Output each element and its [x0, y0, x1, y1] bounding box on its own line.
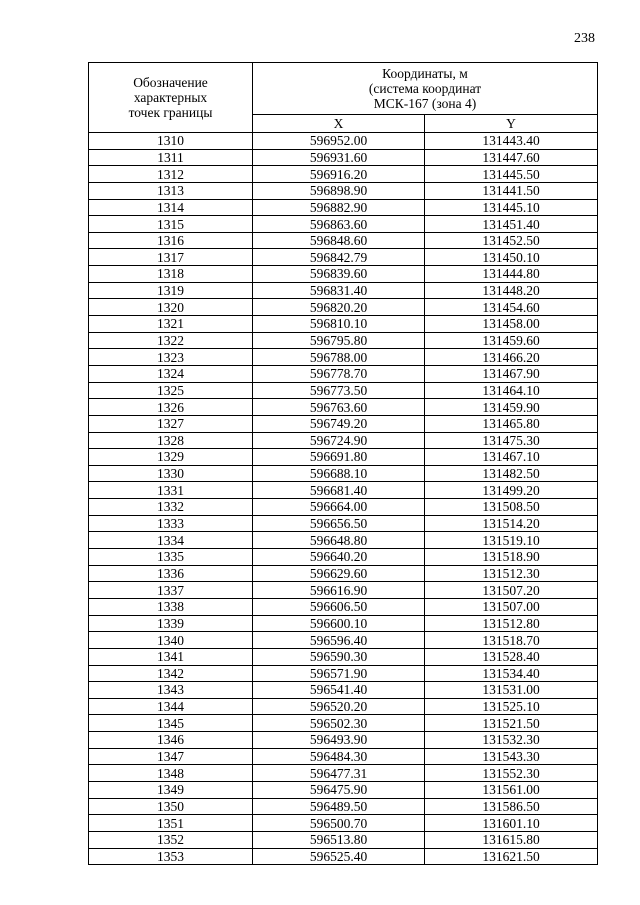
y-column-header: Y [425, 115, 598, 133]
x-coordinate-cell: 596664.00 [253, 499, 425, 516]
y-coordinate-cell: 131458.00 [425, 316, 598, 333]
table-row [89, 316, 598, 333]
point-id-cell: 1350 [89, 798, 253, 815]
table-row [89, 432, 598, 449]
y-coordinate-cell: 131441.50 [425, 182, 598, 199]
x-coordinate-cell: 596778.70 [253, 365, 425, 382]
y-coordinate-cell: 131447.60 [425, 149, 598, 166]
x-coordinate-cell: 596616.90 [253, 582, 425, 599]
point-id-cell: 1311 [89, 149, 253, 166]
x-coordinate-cell: 596839.60 [253, 266, 425, 283]
table-row [89, 149, 598, 166]
point-id-cell: 1337 [89, 582, 253, 599]
x-coordinate-cell: 596810.10 [253, 316, 425, 333]
table-row [89, 831, 598, 848]
table-row [89, 382, 598, 399]
y-coordinate-cell: 131459.60 [425, 332, 598, 349]
point-id-cell: 1344 [89, 698, 253, 715]
table-row [89, 848, 598, 865]
table-header [89, 63, 598, 133]
table-row [89, 482, 598, 499]
table-row [89, 665, 598, 682]
point-id-cell: 1346 [89, 732, 253, 749]
table-row [89, 182, 598, 199]
y-coordinate-cell: 131512.30 [425, 565, 598, 582]
x-coordinate-cell: 596916.20 [253, 166, 425, 183]
y-coordinate-cell: 131528.40 [425, 648, 598, 665]
x-coordinate-cell: 596596.40 [253, 632, 425, 649]
y-coordinate-cell: 131475.30 [425, 432, 598, 449]
y-coordinate-cell: 131444.80 [425, 266, 598, 283]
x-coordinate-cell: 596600.10 [253, 615, 425, 632]
point-id-cell: 1312 [89, 166, 253, 183]
x-coordinate-cell: 596788.00 [253, 349, 425, 366]
y-coordinate-cell: 131499.20 [425, 482, 598, 499]
point-id-cell: 1318 [89, 266, 253, 283]
table-row [89, 565, 598, 582]
point-id-cell: 1353 [89, 848, 253, 865]
y-coordinate-cell: 131445.50 [425, 166, 598, 183]
x-coordinate-cell: 596590.30 [253, 648, 425, 665]
table-row [89, 266, 598, 283]
table-row [89, 365, 598, 382]
x-coordinate-cell: 596656.50 [253, 515, 425, 532]
y-coordinate-cell: 131451.40 [425, 216, 598, 233]
y-coordinate-cell: 131508.50 [425, 499, 598, 516]
x-coordinate-cell: 596688.10 [253, 465, 425, 482]
point-id-cell: 1319 [89, 282, 253, 299]
x-coordinate-cell: 596820.20 [253, 299, 425, 316]
y-coordinate-cell: 131452.50 [425, 232, 598, 249]
table-row [89, 598, 598, 615]
point-id-cell: 1348 [89, 765, 253, 782]
y-coordinate-cell: 131519.10 [425, 532, 598, 549]
point-id-cell: 1351 [89, 815, 253, 832]
point-id-cell: 1314 [89, 199, 253, 216]
y-coordinate-cell: 131443.40 [425, 133, 598, 150]
point-id-cell: 1330 [89, 465, 253, 482]
point-id-cell: 1332 [89, 499, 253, 516]
y-coordinate-cell: 131482.50 [425, 465, 598, 482]
x-coordinate-cell: 596640.20 [253, 549, 425, 566]
x-coordinate-cell: 596500.70 [253, 815, 425, 832]
y-coordinate-cell: 131586.50 [425, 798, 598, 815]
table-row [89, 166, 598, 183]
y-coordinate-cell: 131531.00 [425, 682, 598, 699]
page-number: 238 [574, 31, 595, 46]
y-coordinate-cell: 131521.50 [425, 715, 598, 732]
y-coordinate-cell: 131621.50 [425, 848, 598, 865]
table-row [89, 349, 598, 366]
table-row [89, 499, 598, 516]
x-coordinate-cell: 596606.50 [253, 598, 425, 615]
table-row [89, 199, 598, 216]
y-coordinate-cell: 131552.30 [425, 765, 598, 782]
point-id-cell: 1335 [89, 549, 253, 566]
table-row [89, 449, 598, 466]
x-coordinate-cell: 596489.50 [253, 798, 425, 815]
point-id-cell: 1317 [89, 249, 253, 266]
y-coordinate-cell: 131445.10 [425, 199, 598, 216]
y-coordinate-cell: 131464.10 [425, 382, 598, 399]
point-id-cell: 1341 [89, 648, 253, 665]
y-coordinate-cell: 131454.60 [425, 299, 598, 316]
table-row [89, 465, 598, 482]
y-coordinate-cell: 131465.80 [425, 415, 598, 432]
table-row [89, 133, 598, 150]
y-coordinate-cell: 131467.10 [425, 449, 598, 466]
y-coordinate-cell: 131525.10 [425, 698, 598, 715]
point-id-cell: 1327 [89, 415, 253, 432]
point-id-cell: 1326 [89, 399, 253, 416]
x-coordinate-cell: 596882.90 [253, 199, 425, 216]
table-row [89, 415, 598, 432]
x-coordinate-cell: 596848.60 [253, 232, 425, 249]
point-id-cell: 1328 [89, 432, 253, 449]
table-row [89, 732, 598, 749]
point-id-cell: 1316 [89, 232, 253, 249]
x-coordinate-cell: 596763.60 [253, 399, 425, 416]
table-row [89, 299, 598, 316]
point-designation-header: Обозначение характерных точек границы [89, 63, 253, 133]
table-row [89, 682, 598, 699]
x-coordinate-cell: 596831.40 [253, 282, 425, 299]
boundary-coordinates-table [88, 62, 598, 865]
y-coordinate-cell: 131512.80 [425, 615, 598, 632]
point-id-cell: 1343 [89, 682, 253, 699]
x-coordinate-cell: 596525.40 [253, 848, 425, 865]
point-id-cell: 1336 [89, 565, 253, 582]
y-coordinate-cell: 131459.90 [425, 399, 598, 416]
table-row [89, 549, 598, 566]
x-coordinate-cell: 596477.31 [253, 765, 425, 782]
table-row [89, 715, 598, 732]
x-coordinate-cell: 596952.00 [253, 133, 425, 150]
y-coordinate-cell: 131507.00 [425, 598, 598, 615]
x-coordinate-cell: 596724.90 [253, 432, 425, 449]
x-column-header: X [253, 115, 425, 133]
point-id-cell: 1334 [89, 532, 253, 549]
x-coordinate-cell: 596520.20 [253, 698, 425, 715]
point-id-cell: 1310 [89, 133, 253, 150]
coordinates-header: Координаты, м (система координат МСК-167 (зона 4) [253, 63, 598, 115]
point-id-cell: 1320 [89, 299, 253, 316]
table-row [89, 781, 598, 798]
point-id-cell: 1325 [89, 382, 253, 399]
y-coordinate-cell: 131466.20 [425, 349, 598, 366]
x-coordinate-cell: 596795.80 [253, 332, 425, 349]
table-row [89, 332, 598, 349]
point-id-cell: 1322 [89, 332, 253, 349]
table-row [89, 532, 598, 549]
x-coordinate-cell: 596513.80 [253, 831, 425, 848]
x-coordinate-cell: 596629.60 [253, 565, 425, 582]
y-coordinate-cell: 131518.70 [425, 632, 598, 649]
x-coordinate-cell: 596571.90 [253, 665, 425, 682]
table-row [89, 282, 598, 299]
table-row [89, 632, 598, 649]
y-coordinate-cell: 131532.30 [425, 732, 598, 749]
point-id-cell: 1339 [89, 615, 253, 632]
y-coordinate-cell: 131561.00 [425, 781, 598, 798]
table-row [89, 582, 598, 599]
point-id-cell: 1349 [89, 781, 253, 798]
point-id-cell: 1323 [89, 349, 253, 366]
table-row [89, 399, 598, 416]
y-coordinate-cell: 131514.20 [425, 515, 598, 532]
y-coordinate-cell: 131615.80 [425, 831, 598, 848]
point-id-cell: 1333 [89, 515, 253, 532]
point-id-cell: 1342 [89, 665, 253, 682]
y-coordinate-cell: 131507.20 [425, 582, 598, 599]
x-coordinate-cell: 596484.30 [253, 748, 425, 765]
table-row [89, 515, 598, 532]
y-coordinate-cell: 131448.20 [425, 282, 598, 299]
x-coordinate-cell: 596898.90 [253, 182, 425, 199]
x-coordinate-cell: 596863.60 [253, 216, 425, 233]
y-coordinate-cell: 131450.10 [425, 249, 598, 266]
table-row [89, 615, 598, 632]
point-id-cell: 1329 [89, 449, 253, 466]
table-row [89, 648, 598, 665]
point-id-cell: 1324 [89, 365, 253, 382]
x-coordinate-cell: 596541.40 [253, 682, 425, 699]
point-id-cell: 1331 [89, 482, 253, 499]
point-id-cell: 1321 [89, 316, 253, 333]
table-row [89, 798, 598, 815]
x-coordinate-cell: 596749.20 [253, 415, 425, 432]
x-coordinate-cell: 596493.90 [253, 732, 425, 749]
point-id-cell: 1345 [89, 715, 253, 732]
x-coordinate-cell: 596842.79 [253, 249, 425, 266]
x-coordinate-cell: 596691.80 [253, 449, 425, 466]
y-coordinate-cell: 131467.90 [425, 365, 598, 382]
table-row [89, 748, 598, 765]
table-row [89, 232, 598, 249]
x-coordinate-cell: 596931.60 [253, 149, 425, 166]
y-coordinate-cell: 131518.90 [425, 549, 598, 566]
x-coordinate-cell: 596773.50 [253, 382, 425, 399]
table-row [89, 216, 598, 233]
y-coordinate-cell: 131534.40 [425, 665, 598, 682]
x-coordinate-cell: 596502.30 [253, 715, 425, 732]
table-row [89, 765, 598, 782]
x-coordinate-cell: 596475.90 [253, 781, 425, 798]
point-id-cell: 1352 [89, 831, 253, 848]
point-id-cell: 1315 [89, 216, 253, 233]
point-id-cell: 1347 [89, 748, 253, 765]
x-coordinate-cell: 596681.40 [253, 482, 425, 499]
point-id-cell: 1340 [89, 632, 253, 649]
table-row [89, 249, 598, 266]
y-coordinate-cell: 131543.30 [425, 748, 598, 765]
y-coordinate-cell: 131601.10 [425, 815, 598, 832]
table-row [89, 815, 598, 832]
table-row [89, 698, 598, 715]
point-id-cell: 1313 [89, 182, 253, 199]
table-body [89, 133, 598, 865]
point-id-cell: 1338 [89, 598, 253, 615]
x-coordinate-cell: 596648.80 [253, 532, 425, 549]
